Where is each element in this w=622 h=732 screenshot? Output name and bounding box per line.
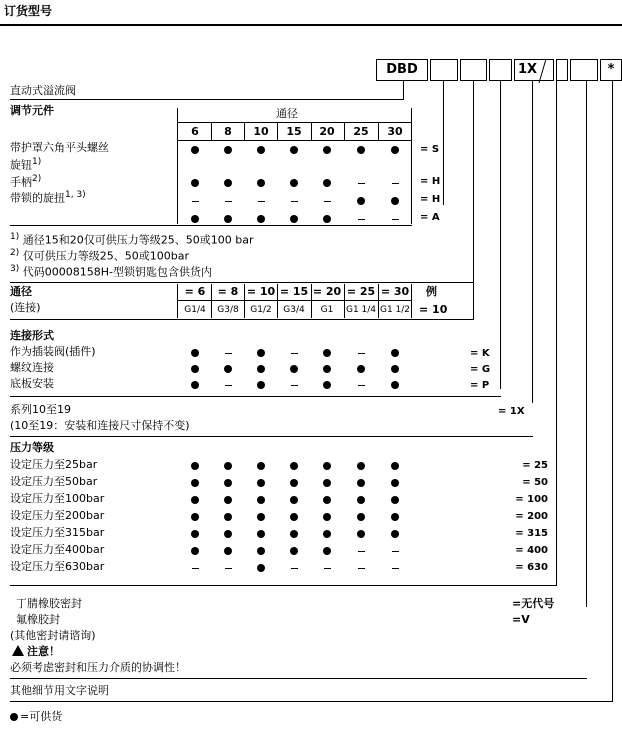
- size-grid-divider: [378, 122, 379, 140]
- pressure-dot: [290, 547, 298, 555]
- size-section-rule: [10, 282, 474, 283]
- adjust-row-knob-label: 旋钮: [10, 158, 32, 172]
- connection-code-g: = G: [470, 364, 491, 375]
- pressure-dot: [191, 479, 199, 487]
- adjust-row-screw: [10, 141, 109, 155]
- size-grid-divider: [211, 122, 212, 140]
- adjust-dot: [357, 197, 365, 205]
- adjust-dash: [392, 219, 399, 220]
- note-3: [10, 262, 212, 280]
- series-code-text: 1X: [518, 62, 538, 77]
- pressure-dot: [224, 547, 232, 555]
- pressure-dot: [323, 462, 331, 470]
- pressure-dot: [357, 462, 365, 470]
- pressure-dot: [191, 496, 199, 504]
- pressure-dot: [391, 513, 399, 521]
- size-thread: G1/2: [250, 305, 272, 315]
- connector-series: [532, 81, 533, 403]
- adjust-dot: [323, 146, 331, 154]
- adjust-row-screw-label: 带护罩六角平头螺丝: [10, 141, 109, 154]
- connection-dot: [290, 365, 298, 373]
- connector-pressure: [556, 81, 557, 585]
- note-2-text: 仅可供压力等级25、50或100bar: [22, 249, 189, 263]
- pressure-row-label: 设定压力至50bar: [10, 475, 98, 488]
- adjust-dash: [358, 183, 365, 184]
- pressure-dash: [192, 568, 199, 569]
- size-grid-divider: [244, 284, 245, 318]
- pressure-dot: [391, 530, 399, 538]
- adjust-dot: [224, 179, 232, 187]
- connection-dot: [191, 365, 199, 373]
- size-code: = 6: [184, 285, 206, 298]
- connector-size: [473, 81, 474, 319]
- pressure-dash: [324, 568, 331, 569]
- legend: [10, 710, 62, 724]
- connection-dot: [257, 349, 265, 357]
- adjust-dot: [191, 146, 199, 154]
- pressure-dash: [225, 568, 232, 569]
- pressure-dot: [257, 513, 265, 521]
- pressure-row-code: = 25: [522, 460, 548, 471]
- pressure-dot: [224, 496, 232, 504]
- pressure-bottom-rule: [10, 585, 557, 586]
- size-grid-divider: [344, 284, 345, 318]
- code-box-pressure: [556, 59, 568, 81]
- pressure-title: 压力等级: [10, 441, 54, 454]
- connection-title: 连接形式: [10, 329, 54, 342]
- adjust-row-lock-sup: 1, 3): [65, 190, 86, 200]
- connection-code-p: = P: [470, 380, 490, 391]
- pressure-dot: [224, 530, 232, 538]
- size-subtitle: (连接): [10, 301, 41, 314]
- warning-icon: [12, 645, 24, 656]
- code-box-size: [430, 59, 458, 81]
- connector-dbd: [403, 81, 404, 99]
- adjust-dot: [224, 215, 232, 223]
- note-1-text: 通径15和20仅可供压力等级25、50或100 bar: [22, 233, 254, 247]
- pressure-row-code: = 400: [515, 545, 548, 556]
- connection-bottom-rule: [10, 396, 501, 397]
- size-code: = 30: [380, 285, 410, 298]
- note-3-sup: 3): [10, 264, 20, 274]
- size-grid-divider: [277, 284, 278, 318]
- adjust-dot: [323, 215, 331, 223]
- code-box-star: *: [600, 59, 622, 81]
- pressure-dot: [191, 547, 199, 555]
- pressure-dot: [257, 530, 265, 538]
- adjust-dot: [224, 146, 232, 154]
- connection-dot: [391, 349, 399, 357]
- adjust-table-left-edge: [177, 108, 178, 224]
- adjust-row-knob: [10, 155, 41, 173]
- code-box-seal: [570, 59, 598, 81]
- size-grid-divider: [378, 284, 379, 318]
- adjust-dot: [391, 146, 399, 154]
- pressure-dash: [392, 568, 399, 569]
- adjust-row-handle-label: 手柄: [10, 175, 32, 189]
- size-bottom-rule: [10, 319, 474, 320]
- adjust-dash: [324, 201, 331, 202]
- pressure-dot: [357, 496, 365, 504]
- size-number: 6: [191, 125, 199, 138]
- pressure-dot: [357, 513, 365, 521]
- series-code: = 1X: [498, 406, 525, 417]
- adjust-dot: [257, 215, 265, 223]
- size-number: 20: [319, 125, 335, 138]
- connection-dot: [191, 381, 199, 389]
- size-grid-divider: [277, 122, 278, 140]
- size-thread: G1 1/4: [345, 305, 377, 315]
- connection-code-k: = K: [470, 348, 490, 359]
- pressure-row-code: = 315: [515, 528, 548, 539]
- type-label: 直动式溢流阀: [10, 84, 76, 97]
- pressure-dot: [290, 462, 298, 470]
- pressure-dot: [391, 462, 399, 470]
- note-2: [10, 246, 189, 264]
- pressure-dot: [323, 547, 331, 555]
- connection-row-k: 作为插装阀(插件): [10, 345, 96, 358]
- pressure-dot: [290, 479, 298, 487]
- pressure-dot: [191, 513, 199, 521]
- connection-dash: [358, 385, 365, 386]
- size-code: = 25: [346, 285, 376, 298]
- pressure-row-label: 设定压力至400bar: [10, 543, 105, 556]
- pressure-row-code: = 50: [522, 477, 548, 488]
- pressure-dash: [358, 551, 365, 552]
- connection-dash: [225, 385, 232, 386]
- pressure-dot: [224, 513, 232, 521]
- adjust-dot: [290, 179, 298, 187]
- size-header: 通径: [276, 107, 298, 120]
- pressure-dot: [357, 530, 365, 538]
- other-details: 其他细节用文字说明: [10, 684, 109, 697]
- adjust-dot: [290, 215, 298, 223]
- connection-dash: [291, 353, 298, 354]
- code-box-connection: [460, 59, 487, 81]
- page-heading: 订货型号: [4, 4, 53, 18]
- seal-row-nbr: 丁腈橡胶密封: [16, 597, 82, 610]
- connection-dot: [391, 365, 399, 373]
- pressure-row-label: 设定压力至630bar: [10, 560, 105, 573]
- adjust-code-h2: = H: [420, 194, 441, 205]
- pressure-dot: [290, 513, 298, 521]
- size-example-label: 例: [426, 285, 437, 298]
- pressure-dot: [323, 479, 331, 487]
- size-code: = 8: [217, 285, 239, 298]
- pressure-dot: [191, 530, 199, 538]
- adjust-code-h1: = H: [420, 176, 441, 187]
- connection-dot: [323, 381, 331, 389]
- seal-code-none: =无代号: [512, 597, 555, 610]
- code-box-spacer: [489, 59, 512, 81]
- seal-bottom-rule: [10, 678, 587, 679]
- connection-dot: [323, 349, 331, 357]
- adjust-dot: [391, 197, 399, 205]
- pressure-dot: [290, 496, 298, 504]
- connector-adjust: [443, 81, 444, 205]
- note-2-sup: 2): [10, 248, 20, 258]
- connection-dot: [191, 349, 199, 357]
- size-thread: G3/8: [217, 305, 239, 315]
- pressure-dot: [357, 479, 365, 487]
- note-1: [10, 230, 253, 248]
- pressure-row-label: 设定压力至315bar: [10, 526, 105, 539]
- connection-dot: [357, 365, 365, 373]
- pressure-dash: [358, 568, 365, 569]
- pressure-row-code: = 100: [515, 494, 548, 505]
- connection-row-g: 螺纹连接: [10, 361, 54, 374]
- pressure-row-code: = 200: [515, 511, 548, 522]
- size-grid-divider: [344, 122, 345, 140]
- adjust-dot: [257, 146, 265, 154]
- adjust-row-lock: [10, 188, 86, 206]
- size-thread: G1/4: [184, 305, 206, 315]
- connection-dot: [224, 365, 232, 373]
- connection-dash: [291, 385, 298, 386]
- adjust-code-a: = A: [420, 212, 440, 223]
- series-note: (10至19：安装和连接尺寸保持不变): [10, 419, 190, 432]
- adjust-dash: [291, 201, 298, 202]
- adjust-row-handle: [10, 172, 41, 190]
- size-number: 30: [387, 125, 403, 138]
- attention-line: [12, 645, 60, 659]
- size-grid-divider: [311, 284, 312, 318]
- pressure-dot: [224, 462, 232, 470]
- adjust-dot: [191, 179, 199, 187]
- pressure-dot: [323, 530, 331, 538]
- pressure-row-label: 设定压力至200bar: [10, 509, 105, 522]
- series-label: 系列10至19: [10, 403, 71, 416]
- pressure-dot: [391, 479, 399, 487]
- pressure-dot: [257, 496, 265, 504]
- size-header-rule: [177, 122, 411, 123]
- pressure-row-code: = 630: [515, 562, 548, 573]
- adjust-dash: [192, 201, 199, 202]
- pressure-dot: [191, 462, 199, 470]
- pressure-dot: [323, 496, 331, 504]
- size-number: 25: [353, 125, 369, 138]
- size-thread: G1 1/2: [379, 305, 411, 315]
- seal-other-note: (其他密封请谘询): [10, 629, 96, 642]
- size-grid-divider: [311, 122, 312, 140]
- note-3-text: 代码00008158H-型锁钥匙包含供货内: [22, 265, 212, 279]
- connection-row-p: 底板安装: [10, 377, 54, 390]
- connector-details: [612, 81, 613, 701]
- connection-dot: [257, 381, 265, 389]
- adjust-dash: [258, 201, 265, 202]
- size-code: = 15: [279, 285, 309, 298]
- code-box-dbd: DBD: [376, 59, 428, 81]
- adjust-dot: [191, 215, 199, 223]
- connector-connection: [500, 81, 501, 389]
- pressure-row-label: 设定压力至100bar: [10, 492, 105, 505]
- adjust-dot: [257, 179, 265, 187]
- legend-dot-icon: [10, 713, 18, 721]
- pressure-dot: [290, 530, 298, 538]
- pressure-dot: [257, 462, 265, 470]
- adjust-dot: [290, 146, 298, 154]
- heading-rule: [0, 24, 622, 26]
- legend-text: =可供货: [20, 710, 63, 723]
- size-thread: G1: [320, 305, 334, 315]
- size-title: 通径: [10, 285, 32, 298]
- adjust-table-right-edge: [411, 108, 412, 224]
- connection-dot: [391, 381, 399, 389]
- size-grid-divider: [244, 122, 245, 140]
- pressure-dot: [257, 564, 265, 572]
- pressure-row-label: 设定压力至25bar: [10, 458, 98, 471]
- size-example-code: = 10: [419, 303, 448, 316]
- details-rule: [10, 701, 613, 702]
- size-grid-divider: [177, 284, 178, 318]
- size-number: 10: [253, 125, 269, 138]
- adjust-row-handle-sup: 2): [32, 174, 42, 184]
- size-code: = 20: [312, 285, 342, 298]
- seal-code-v: =V: [512, 613, 530, 626]
- pressure-dash: [392, 551, 399, 552]
- seal-warning: 必须考虑密封和压力介质的协调性！: [10, 661, 186, 674]
- pressure-dot: [257, 479, 265, 487]
- connector-dbd-h: [10, 99, 404, 100]
- adjust-title: 调节元件: [10, 104, 54, 117]
- size-number: 15: [286, 125, 302, 138]
- size-number: 8: [224, 125, 232, 138]
- adjust-dot: [357, 146, 365, 154]
- connector-seal: [586, 81, 587, 607]
- adjust-code-s: = S: [420, 144, 440, 155]
- connection-dash: [225, 353, 232, 354]
- notes-rule: [10, 225, 412, 226]
- adjust-dash: [225, 201, 232, 202]
- adjust-row-lock-label: 带锁的旋扭: [10, 191, 65, 205]
- size-thread: G3/4: [283, 305, 305, 315]
- adjust-dash: [392, 183, 399, 184]
- pressure-dot: [391, 496, 399, 504]
- size-grid-divider: [211, 284, 212, 318]
- adjust-dot: [323, 179, 331, 187]
- connection-dash: [358, 353, 365, 354]
- note-1-sup: 1): [10, 232, 20, 242]
- connection-dot: [257, 365, 265, 373]
- series-slash: [536, 56, 550, 86]
- pressure-dot: [257, 547, 265, 555]
- adjust-row-knob-sup: 1): [32, 157, 42, 167]
- size-number-rule: [177, 140, 411, 141]
- pressure-dash: [291, 568, 298, 569]
- seal-row-fkm: 氟橡胶封: [16, 613, 60, 626]
- pressure-dot: [224, 479, 232, 487]
- size-grid-mid-rule: [177, 300, 411, 301]
- size-grid-divider: [411, 284, 412, 318]
- pressure-dot: [323, 513, 331, 521]
- size-code: = 10: [246, 285, 276, 298]
- connection-dot: [323, 365, 331, 373]
- series-bottom-rule: [10, 436, 533, 437]
- attention-text: 注意！: [27, 645, 60, 658]
- adjust-dash: [358, 219, 365, 220]
